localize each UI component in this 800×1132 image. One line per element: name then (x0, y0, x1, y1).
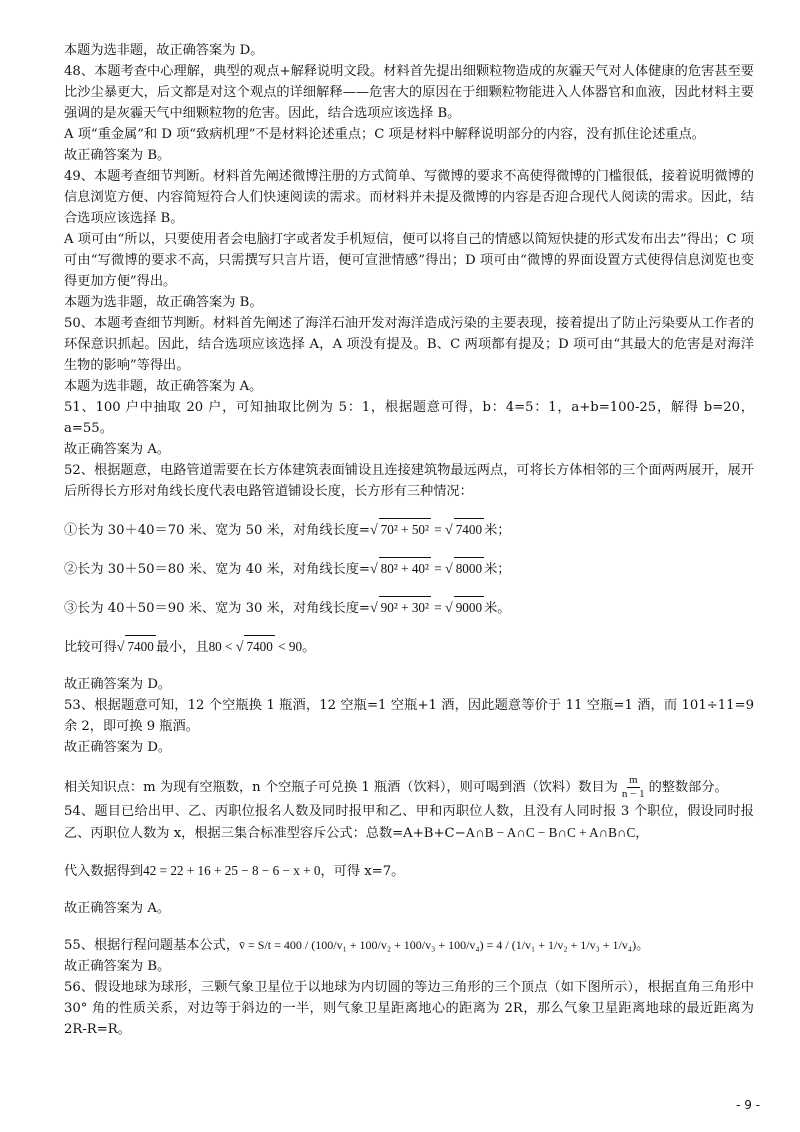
answer-line: 故正确答案为 B。 (64, 148, 171, 163)
equals: = (430, 600, 445, 615)
formula: 80 < √ 7400 < 90 (209, 639, 303, 654)
knowledge-point (64, 774, 754, 801)
question-55 (64, 935, 754, 956)
radicand: 9000 (454, 596, 484, 618)
radicand: 80² + 40² (379, 557, 431, 579)
answer-line: 本题为选非题，故正确答案为 B。 (64, 295, 263, 310)
document-body (64, 40, 754, 1040)
text: 相关知识点：m 为现有空瓶数，n 个空瓶子可兑换 1 瓶酒（饮料），则可喝到酒（饮料）数目为 (64, 780, 618, 795)
text: 。 (636, 938, 650, 953)
page-number: - 9 - (736, 1098, 760, 1112)
math-text: < 90 (274, 639, 303, 654)
fraction (620, 774, 647, 801)
text: ， (635, 826, 649, 841)
paragraph: A 项“重金属”和 D 项“致病机理”不是材料论述重点；C 项是材料中解释说明部分的内容，没有抓住论述重点。 (64, 127, 705, 142)
paragraph: A 项可由“所以，只要使用者会电脑打字或者发手机短信，便可以将自己的情感以简短快捷的形式发布出去”得出；C 项可由“写微博的要求不高，只需撰写只言片语，便可宣泄情感”得出；D 项可由“微博的界面设置方式使得信息浏览也变得更加方便”得出。 (64, 232, 754, 289)
text: 最小，且 (155, 640, 209, 655)
radicand: 7400 (454, 518, 484, 540)
text: 比较可得 (64, 640, 117, 655)
case-unit: 米。 (484, 601, 511, 616)
equals: = (430, 561, 445, 576)
answer-line: 故正确答案为 D。 (64, 677, 172, 692)
formula: √ 90² + 30² = √ 9000 (370, 600, 484, 615)
case-text: ①长为 30＋40＝70 米、宽为 50 米，对角线长度= (64, 523, 370, 538)
equals: = (430, 522, 445, 537)
case-1-line (64, 518, 754, 541)
question-50: 50、本题考查细节判断。材料首先阐述了海洋石油开发对海洋造成污染的主要表现，接着提出了防止污染要从工作者的环保意识抓起。因此，结合选项应该选择 A，A 项没有提及。B、C 两项都有提及；D 项可由“其最大的危害是对海洋生物的影响”等得出。 (64, 316, 754, 373)
comparison-line (64, 635, 754, 658)
text: 的整数部分。 (648, 780, 728, 795)
denominator: n − 1 (621, 788, 645, 800)
case-unit: 米； (484, 562, 511, 577)
case-3-line (64, 596, 754, 619)
formula: v̄ = S/t = 400 / (100/v₁ + 100/v₂ + 100/v₃ + 100/v₄) = 4 / (1/v₁ + 1/v₂ + 1/v₃ + 1/v₄) (239, 938, 637, 952)
text: 54、题目已给出甲、乙、丙职位报名人数及同时报甲和乙、甲和丙职位人数，且没有人同时报 3 个职位，假设同时报乙、丙职位人数为 x，根据三集合标准型容斥公式：总数=A+B+C− (64, 804, 754, 841)
answer-line: 故正确答案为 A。 (64, 442, 171, 457)
formula: √ 70² + 50² = √ 7400 (370, 522, 484, 537)
question-54-substitution (64, 860, 754, 882)
question-54 (64, 801, 754, 844)
answer-line: 本题为选非题，故正确答案为 A。 (64, 379, 263, 394)
paragraph: 本题为选非题，故正确答案为 D。 (64, 43, 264, 58)
radicand: 90² + 30² (379, 596, 431, 618)
formula: 42 = 22 + 16 + 25 − 8 − 6 − x + 0 (143, 863, 321, 878)
radicand: 70² + 50² (379, 518, 431, 540)
text: 代入数据得到 (64, 864, 144, 879)
formula: √ 7400 (117, 639, 156, 654)
question-51: 51、100 户中抽取 20 户，可知抽取比例为 5：1，根据题意可得，b：4=5：1，a+b=100-25，解得 b=20，a=55。 (64, 400, 754, 436)
text: ，可得 x=7。 (320, 864, 405, 879)
case-unit: 米； (484, 523, 511, 538)
question-52: 52、根据题意，电路管道需要在长方体建筑表面铺设且连接建筑物最远两点，可将长方体相邻的三个面两两展开，展开后所得长方形对角线长度代表电路管道铺设长度，长方形有三种情况： (64, 463, 754, 499)
question-49: 49、本题考查细节判断。材料首先阐述微博注册的方式简单、写微博的要求不高使得微博的门槛很低，接着说明微博的信息浏览方便、内容简短符合人们快速阅读的需求。而材料并未提及微博的内容是否迎合现代人阅读的需求。因此，结合选项应该选择 B。 (64, 169, 754, 226)
case-text: ③长为 40＋50＝90 米、宽为 30 米，对角线长度= (64, 601, 370, 616)
radicand: 8000 (454, 557, 484, 579)
answer-line: 故正确答案为 B。 (64, 959, 171, 974)
text: 。 (302, 640, 316, 655)
text: 55、根据行程问题基本公式， (64, 938, 240, 953)
case-2-line (64, 557, 754, 580)
question-53: 53、根据题意可知，12 个空瓶换 1 瓶酒，12 空瓶=1 空瓶+1 酒，因此题意等价于 11 空瓶=1 酒，而 101÷11=9 余 2，即可换 9 瓶酒。 (64, 698, 754, 734)
numerator: m (628, 774, 638, 786)
answer-line: 故正确答案为 D。 (64, 740, 172, 755)
answer-line: 故正确答案为 A。 (64, 901, 171, 916)
radicand: 7400 (125, 635, 155, 657)
question-56: 56、假设地球为球形，三颗气象卫星位于以地球为内切圆的等边三角形的三个顶点（如下图所示），根据直角三角形中 30° 角的性质关系，对边等于斜边的一半，则气象卫星距离地心的距离为 2R，那么气象卫星距离地球的最近距离为 2R-R=R。 (64, 980, 754, 1037)
radicand: 7400 (244, 635, 274, 657)
formula: A∩B − A∩C − B∩C + A∩B∩C (465, 825, 636, 840)
question-48: 48、本题考查中心理解，典型的观点+解释说明文段。材料首先提出细颗粒物造成的灰霾天气对人体健康的危害甚至要比沙尘暴更大，后文都是对这个观点的详细解释——危害大的原因在于细颗粒物能进入人体器官和血液，因此材料主要强调的是灰霾天气中细颗粒物的危害。因此，结合选项应该选择 B。 (64, 64, 754, 121)
case-text: ②长为 30＋50＝80 米、宽为 40 米，对角线长度= (64, 562, 370, 577)
math-text: 80 < (208, 639, 236, 654)
formula: √ 80² + 40² = √ 8000 (370, 561, 484, 576)
